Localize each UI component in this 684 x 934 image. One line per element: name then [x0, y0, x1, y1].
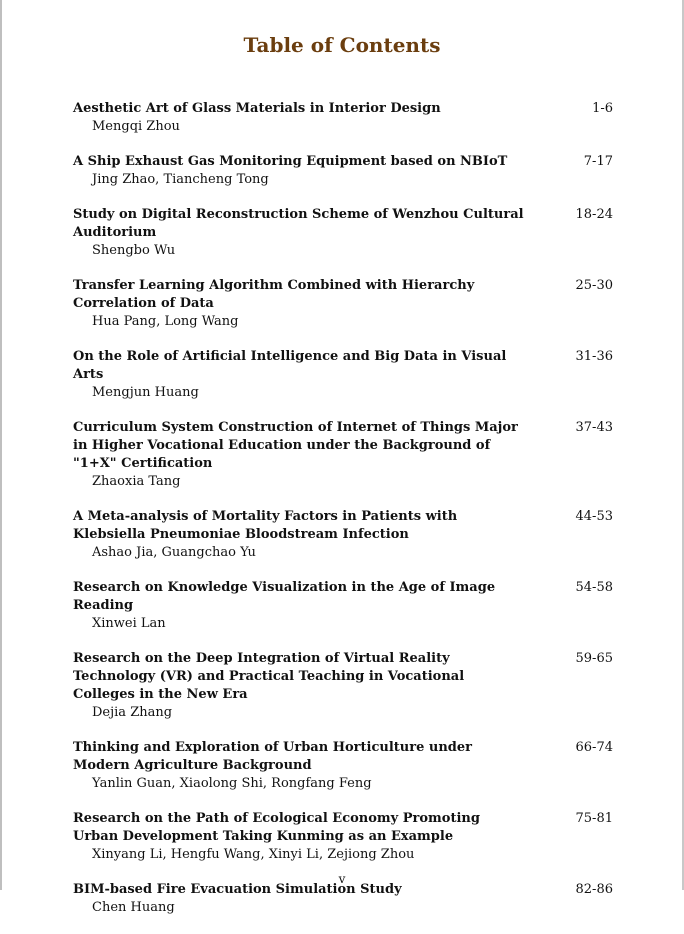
toc-entry[interactable] — [73, 419, 613, 491]
entry-pages: 18-24 — [575, 207, 613, 222]
entry-authors: Hua Pang, Long Wang — [92, 314, 239, 329]
entry-title: Research on Knowledge Visualization in the Age of Image Reading — [73, 580, 496, 613]
toc-entry[interactable] — [73, 153, 613, 189]
entry-authors: Dejia Zhang — [92, 705, 173, 720]
entry-authors: Jing Zhao, Tiancheng Tong — [92, 172, 269, 187]
toc-entry[interactable] — [73, 277, 613, 331]
entry-title: Research on the Deep Integration of Virtual Reality Technology (VR) and Practical Teaching in Vocational Colleges in the New Era — [73, 651, 465, 702]
entry-title: Study on Digital Reconstruction Scheme of Wenzhou Cultural Auditorium — [73, 207, 524, 240]
entry-authors: Mengqi Zhou — [92, 119, 180, 134]
entry-pages: 54-58 — [575, 580, 613, 595]
page-border-left — [0, 0, 2, 890]
entry-pages: 25-30 — [575, 278, 613, 293]
entry-pages: 66-74 — [575, 740, 613, 755]
entry-pages: 44-53 — [575, 509, 613, 524]
entry-authors: Ashao Jia, Guangchao Yu — [92, 545, 256, 560]
entry-authors: Shengbo Wu — [92, 243, 176, 258]
toc-entry[interactable] — [73, 579, 613, 633]
entry-authors: Chen Huang — [92, 900, 175, 915]
page-number: v — [338, 872, 346, 886]
toc-entry[interactable] — [73, 508, 613, 562]
entry-title: Thinking and Exploration of Urban Horticulture under Modern Agriculture Background — [73, 740, 472, 773]
entry-title: Aesthetic Art of Glass Materials in Interior Design — [73, 101, 441, 116]
entry-title: BIM-based Fire Evacuation Simulation Study — [73, 882, 402, 897]
entry-title: A Ship Exhaust Gas Monitoring Equipment based on NBIoT — [73, 154, 508, 169]
entry-pages: 31-36 — [575, 349, 613, 364]
entry-authors: Mengjun Huang — [92, 385, 199, 400]
entry-authors: Xinyang Li, Hengfu Wang, Xinyi Li, Zejiong Zhou — [92, 847, 415, 862]
toc-entry[interactable] — [73, 810, 613, 864]
entry-pages: 7-17 — [583, 154, 613, 169]
page-title: Table of Contents — [243, 33, 441, 57]
entry-title: A Meta-analysis of Mortality Factors in Patients with Klebsiella Pneumoniae Bloodstream Infection — [73, 509, 458, 542]
entry-title: On the Role of Artificial Intelligence and Big Data in Visual Arts — [73, 349, 507, 382]
toc-entry[interactable] — [73, 881, 613, 917]
entry-pages: 59-65 — [575, 651, 613, 666]
entry-pages: 75-81 — [575, 811, 613, 826]
toc-entry[interactable] — [73, 650, 613, 722]
entry-title: Research on the Path of Ecological Economy Promoting Urban Development Taking Kunming as an Example — [73, 811, 480, 844]
toc-entry[interactable] — [73, 206, 613, 260]
entry-authors: Xinwei Lan — [92, 616, 166, 631]
entry-title: Curriculum System Construction of Internet of Things Major in Higher Vocational Education under the Background of "1+X" Certification — [73, 420, 518, 471]
entry-pages: 82-86 — [575, 882, 613, 897]
entry-pages: 1-6 — [592, 101, 613, 116]
entry-authors: Zhaoxia Tang — [92, 474, 181, 489]
toc-entry[interactable] — [73, 348, 613, 402]
entry-authors: Yanlin Guan, Xiaolong Shi, Rongfang Feng — [92, 776, 372, 791]
entry-title: Transfer Learning Algorithm Combined with Hierarchy Correlation of Data — [73, 278, 475, 311]
entry-pages: 37-43 — [575, 420, 613, 435]
toc-entry[interactable] — [73, 739, 613, 793]
toc-list — [73, 100, 613, 934]
toc-entry[interactable] — [73, 100, 613, 136]
